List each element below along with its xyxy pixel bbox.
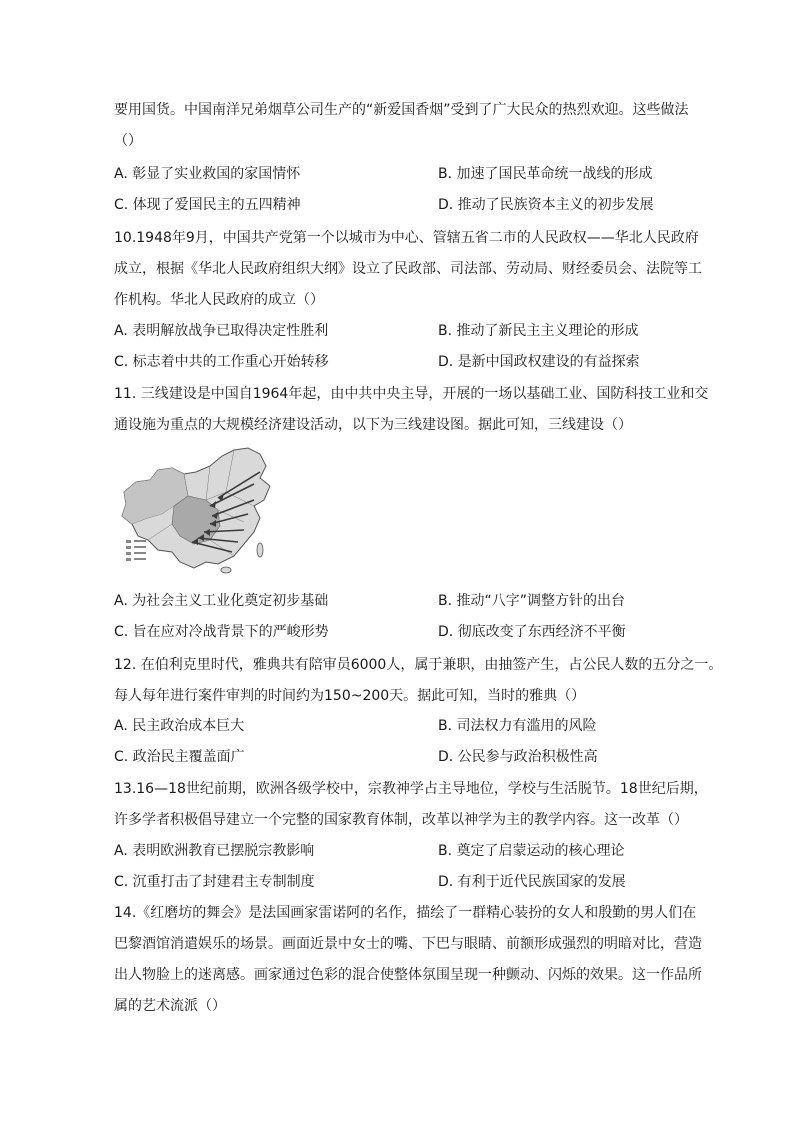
q11-option-d: D. 彻底改变了东西经济不平衡	[438, 624, 626, 640]
q10-stem-line-3: 作机构。华北人民政府的成立（）	[114, 292, 324, 308]
q10-option-a: A. 表明解放战争已取得决定性胜利	[114, 323, 329, 339]
q12-option-d: D. 公民参与政治积极性高	[438, 749, 598, 765]
q11-stem-line-1: 11. 三线建设是中国自1964年起，由中共中央主导，开展的一场以基础工业、国防科技工业和交	[114, 386, 709, 402]
q10-stem-line-2: 成立，根据《华北人民政府组织大纲》设立了民政部、司法部、劳动局、财经委员会、法院等工	[114, 261, 702, 277]
q14-stem-line-4: 属的艺术流派（）	[114, 998, 226, 1014]
q9-stem-line-2: （）	[114, 133, 142, 149]
q11-option-b: B. 推动“八字”调整方针的出台	[438, 593, 626, 609]
q13-stem-line-1: 13.16—18世纪前期，欧洲各级学校中，宗教神学占主导地位，学校与生活脱节。18世纪后期，	[114, 781, 708, 797]
q10-stem-line-1: 10.1948年9月，中国共产党第一个以城市为中心、管辖五省二市的人民政权——华北人民政府	[114, 230, 699, 246]
third-front-construction-map	[114, 444, 284, 578]
q9-option-c: C. 体现了爱国民主的五四精神	[114, 197, 301, 213]
q13-option-c: C. 沉重打击了封建君主专制制度	[114, 874, 315, 890]
q13-stem-line-2: 许多学者积极倡导建立一个完整的国家教育体制，改革以神学为主的教学内容。这一改革（）	[114, 812, 688, 828]
q14-stem-line-3: 出人物脸上的迷离感。画家通过色彩的混合使整体氛围呈现一种颤动、闪烁的效果。这一作品所	[114, 967, 702, 983]
q12-option-b: B. 司法权力有滥用的风险	[438, 718, 597, 734]
q9-stem-line-1: 要用国货。中国南洋兄弟烟草公司生产的“新爱国香烟”受到了广大民众的热烈欢迎。这些做法	[114, 102, 689, 118]
q11-option-a: A. 为社会主义工业化奠定初步基础	[114, 593, 329, 609]
q13-option-b: B. 奠定了启蒙运动的核心理论	[438, 843, 625, 859]
q12-option-c: C. 政治民主覆盖面广	[114, 749, 245, 765]
q14-stem-line-2: 巴黎酒馆消遣娱乐的场景。画面近景中女士的嘴、下巴与眼睛、前额形成强烈的明暗对比，营造	[114, 936, 702, 952]
q11-stem-line-2: 通设施为重点的大规模经济建设活动，以下为三线建设图。据此可知，三线建设（）	[114, 417, 632, 433]
q9-option-d: D. 推动了民族资本主义的初步发展	[438, 197, 654, 213]
q10-option-d: D. 是新中国政权建设的有益探索	[438, 354, 640, 370]
q13-option-a: A. 表明欧洲教育已摆脱宗教影响	[114, 843, 315, 859]
q10-option-c: C. 标志着中共的工作重心开始转移	[114, 354, 329, 370]
q9-option-a: A. 彰显了实业救国的家国情怀	[114, 166, 301, 182]
q13-option-d: D. 有利于近代民族国家的发展	[438, 874, 626, 890]
q14-stem-line-1: 14.《红磨坊的舞会》是法国画家雷诺阿的名作，描绘了一群精心装扮的女人和殷勤的男人们在	[114, 905, 697, 921]
q12-stem-line-2: 每人每年进行案件审判的时间约为150~200天。据此可知，当时的雅典（）	[114, 688, 586, 704]
q11-option-c: C. 旨在应对冷战背景下的严峻形势	[114, 624, 329, 640]
q10-option-b: B. 推动了新民主主义理论的形成	[438, 323, 639, 339]
q12-stem-line-1: 12. 在伯利克里时代，雅典共有陪审员6000人，属于兼职，由抽签产生，占公民人数的五分之一。	[114, 657, 723, 673]
q9-option-b: B. 加速了国民革命统一战线的形成	[438, 166, 653, 182]
q12-option-a: A. 民主政治成本巨大	[114, 718, 245, 734]
